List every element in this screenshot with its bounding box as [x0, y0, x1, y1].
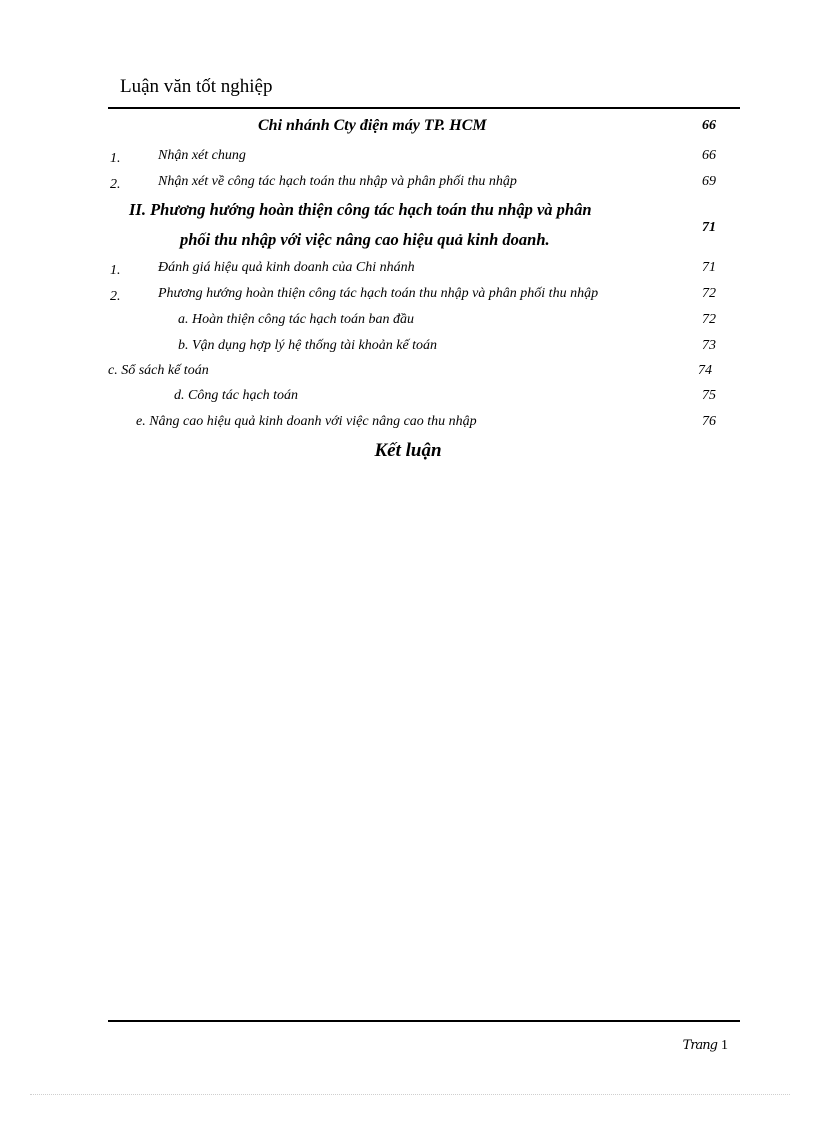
toc-sub-c-text: c. Sổ sách kế toán: [108, 363, 209, 378]
toc-item-4-number: 2.: [110, 289, 121, 304]
toc-item-1-number: 1.: [110, 151, 121, 166]
toc-section-2-line-1: II. Phương hướng hoàn thiện công tác hạch toán thu nhập và phân: [129, 200, 592, 219]
toc-branch-page: 66: [702, 118, 716, 133]
toc-section-2-line-2: phối thu nhập với việc nâng cao hiệu quả kinh doanh.: [180, 230, 550, 249]
footer-rule: [108, 1020, 740, 1022]
toc-sub-e-page: 76: [702, 414, 716, 429]
footer-page-label: Trang: [682, 1038, 717, 1053]
toc-sub-b-text: b. Vận dụng hợp lý hệ thống tài khoản kế toán: [178, 338, 438, 353]
page-bottom-dotted-border: [30, 1094, 790, 1095]
toc-section-2-page: 71: [702, 220, 716, 235]
toc-item-3-page: 71: [702, 260, 716, 275]
toc-sub-a-page: 72: [702, 312, 716, 327]
toc-sub-a-text: a. Hoàn thiện công tác hạch toán ban đầu: [178, 312, 415, 327]
footer-page-value: 1: [721, 1038, 728, 1053]
toc-branch-heading: Chi nhánh Cty điện máy TP. HCM: [258, 117, 487, 134]
header-title: Luận văn tốt nghiệp: [120, 76, 273, 97]
toc-item-4-page: 72: [702, 286, 716, 301]
toc-item-1-text: Nhận xét chung: [158, 148, 246, 163]
toc-sub-b-page: 73: [702, 338, 716, 353]
toc-sub-d-page: 75: [702, 388, 716, 403]
toc-sub-d-text: d. Công tác hạch toán: [174, 388, 299, 403]
toc-sub-e-text: e. Nâng cao hiệu quả kinh doanh với việc nâng cao thu nhập: [136, 414, 477, 429]
toc-item-3-number: 1.: [110, 263, 121, 278]
toc-item-2-text: Nhận xét về công tác hạch toán thu nhập và phân phối thu nhập: [158, 174, 517, 189]
toc-conclusion: Kết luận: [374, 440, 442, 461]
toc-item-2-page: 69: [702, 174, 716, 189]
toc-sub-c-page: 74: [698, 363, 712, 378]
toc-item-1-page: 66: [702, 148, 716, 163]
toc-item-2-number: 2.: [110, 177, 121, 192]
toc-item-4-text: Phương hướng hoàn thiện công tác hạch toán thu nhập và phân phối thu nhập: [158, 286, 599, 301]
header-rule: [108, 107, 740, 109]
footer-page-number: [683, 1038, 728, 1054]
toc-item-3-text: Đánh giá hiệu quả kinh doanh của Chi nhánh: [158, 260, 415, 275]
